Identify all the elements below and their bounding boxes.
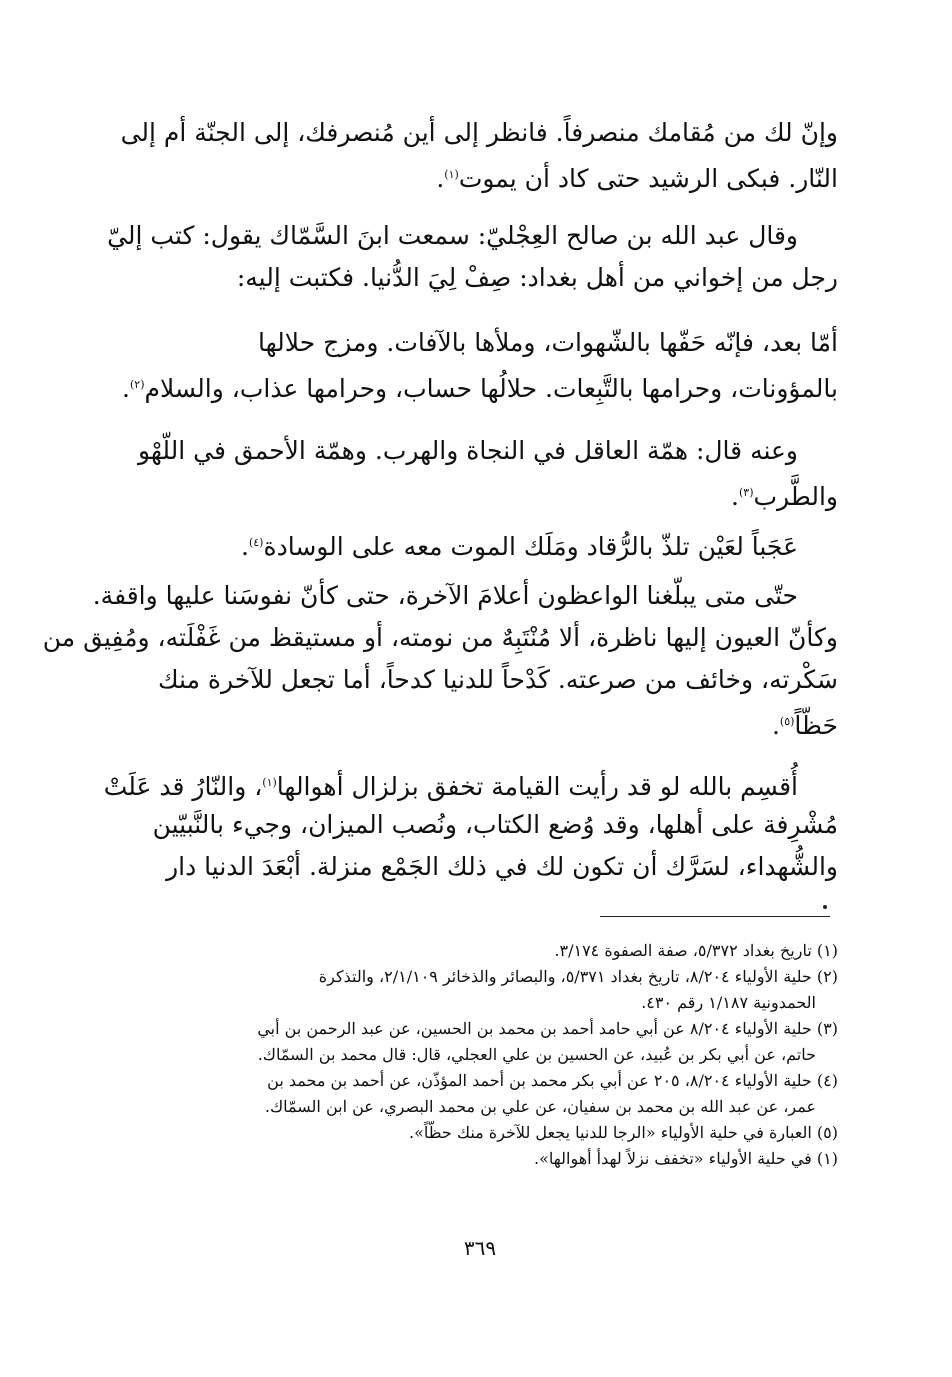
text-line: وإنّ لك من مُقامك منصرفاً. فانظر إلى أين مُنصرفك، إلى الجنّة أم إلى [120, 118, 838, 147]
paragraph-6 [42, 575, 838, 743]
paragraph-5 [158, 522, 838, 564]
paragraph-4 [137, 430, 838, 514]
footnote-ref: (٥) [779, 715, 795, 728]
text-line: عَجَباً لعَيْن تلذّ بالرُّقاد ومَلَك الموت معه على الوسادة$^{(٤)}$. [241, 532, 798, 561]
footnote-ref: (٣) [739, 486, 754, 499]
text-line: وكأنّ العيون إليها ناظرة، ألا مُنْتَبِهٌ من نومته، أو مستيقظ من غَفْلَته، ومُفِيق من [42, 623, 838, 652]
footnote-line: عمر، عن عبد الله بن محمد بن سفيان، عن علي بن محمد البصري، عن ابن السمّاك. [264, 1097, 816, 1116]
text-line: حَظّاً$^{(٥)}$. [771, 711, 838, 740]
footnote-line: (١) تاريخ بغداد ٥/٣٧٢، صفة الصفوة ٣/١٧٤. [554, 941, 838, 960]
footnote [158, 1068, 838, 1120]
text-line: سَكْرته، وخائف من صرعته. كَدْحاً للدنيا كدحاً، أما تجعل للآخرة منك [157, 665, 838, 694]
footnote-ref: (١) [262, 776, 277, 789]
text-line: أُقسِم بالله لو قد رأيت القيامة تخفق بزلزال أهوالها$^{(١)}$، والنّارُ قد عَلَتْ [103, 772, 798, 801]
text-line: وقال عبد الله بن صالح العِجْليّ: سمعت ابنَ السَّمّاك يقول: كتب إليّ [107, 221, 798, 250]
paragraph-3 [122, 322, 838, 406]
footnote-ref: (٤) [248, 536, 264, 549]
footnote-ref: (٢) [129, 378, 145, 391]
text-line: أمّا بعد، فإنّه حَفّها بالشّهوات، وملأها بالآفات. ومزج حلالها [258, 328, 838, 357]
text-line: النّار. فبكى الرشيد حتى كاد أن يموت$^{(١)}$. [436, 164, 838, 193]
footnote [158, 964, 838, 1016]
text-line: والطَّرب$^{(٣)}$. [731, 482, 838, 511]
footnote-line: حاتم، عن أبي بكر بن عُبيد، عن الحسين بن علي العجلي، قال: قال محمد بن السمّاك. [257, 1045, 816, 1064]
footnote-line: (٥) العبارة في حلية الأولياء «الرجا للدنيا يجعل للآخرة منك حظّاً». [408, 1123, 838, 1142]
footnote-line: (١) في حلية الأولياء «تخفف نزلاً لهدأ أهوالها». [534, 1149, 838, 1168]
text-line: حتّى متى يبلّغنا الواعظون أعلامَ الآخرة، حتى كأنّ نفوسَنا عليها واقفة. [92, 581, 798, 610]
paragraph-2 [107, 215, 838, 299]
separator-dot [823, 905, 827, 909]
footnote-ref: (١) [444, 168, 459, 181]
text-line: رجل من إخواني من أهل بغداد: صِفْ لِيَ الدُّنيا. فكتبت إليه: [236, 263, 838, 292]
page-number: ٣٦٩ [463, 1236, 497, 1260]
text-line: والشُّهداء، لسَرَّك أن تكون لك في ذلك الجَمْع منزلة. أبْعَدَ الدنيا دار [166, 852, 838, 881]
footnotes [158, 938, 838, 1172]
footnote-separator [600, 916, 830, 917]
footnote [158, 1146, 838, 1172]
footnote-line: الحمدونية ١/١٨٧ رقم ٤٣٠. [641, 993, 816, 1012]
paragraph-1 [120, 112, 838, 196]
text-line: مُشْرِفة على أهلها، وقد وُضع الكتاب، ونُصب الميزان، وجيء بالنَّبيّين [152, 810, 838, 839]
footnote [158, 938, 838, 964]
footnote-line: (٣) حلية الأولياء ٨/٢٠٤ عن أبي حامد أحمد بن محمد بن الحسين، عن عبد الرحمن بن أبي [257, 1019, 838, 1038]
footnote-line: (٤) حلية الأولياء ٨/٢٠٤، ٢٠٥ عن أبي بكر محمد بن أحمد المؤذّن، عن أحمد بن محمد بن [267, 1071, 838, 1090]
footnote-line: (٢) حلية الأولياء ٨/٢٠٤، تاريخ بغداد ٥/٣٧١، والبصائر والذخائر ٢/١/١٠٩، والتذكرة [318, 967, 838, 986]
text-line: بالمؤونات، وحرامها بالتَّبِعات. حلالُها حساب، وحرامها عذاب، والسلام$^{(٢)}$. [122, 374, 838, 403]
footnote [158, 1120, 838, 1146]
paragraph-7 [103, 762, 838, 888]
text-line: وعنه قال: همّة العاقل في النجاة والهرب. وهمّة الأحمق في اللّهْو [137, 436, 798, 465]
footnote [158, 1016, 838, 1068]
